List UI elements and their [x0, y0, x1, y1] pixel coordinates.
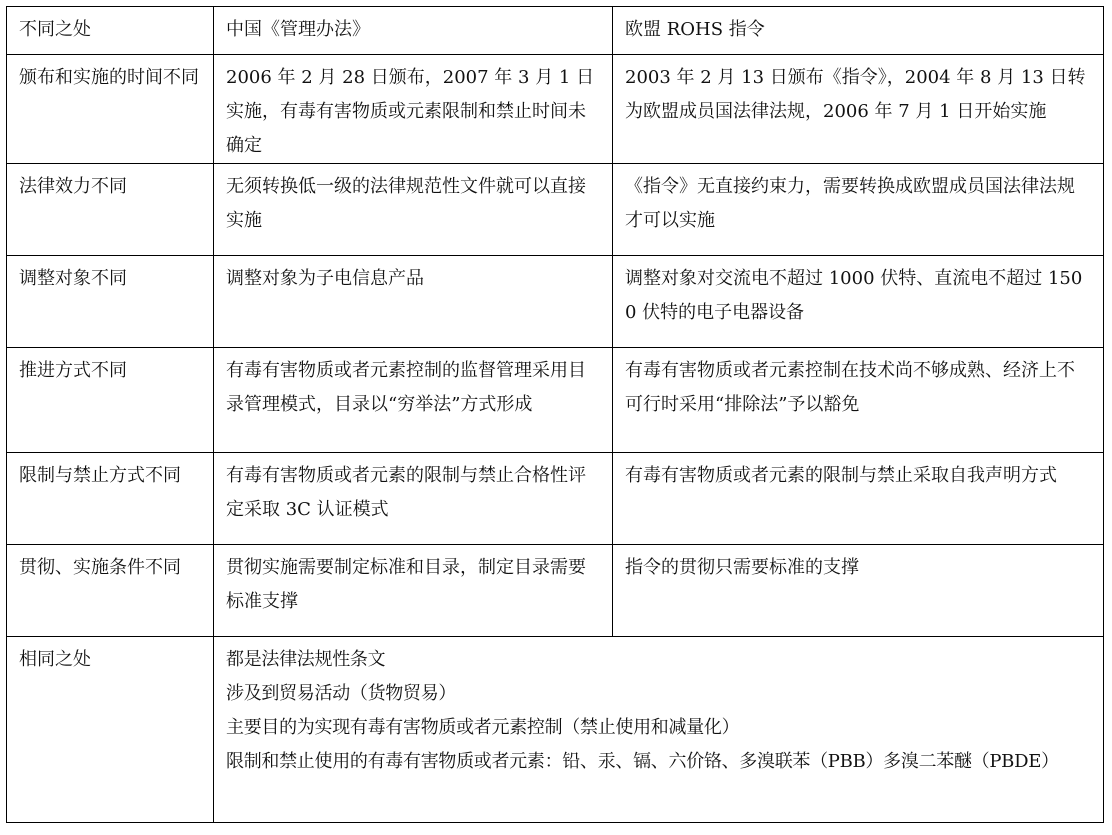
- row-eu: 调整对象对交流电不超过 1000 伏特、直流电不超过 1500 伏特的电子电器设备: [613, 256, 1104, 348]
- header-china: 中国《管理办法》: [214, 7, 613, 55]
- table-row: [7, 55, 1104, 164]
- similarities-content: [214, 637, 1104, 823]
- row-china: 贯彻实施需要制定标准和目录，制定目录需要标准支撑: [214, 545, 613, 637]
- comparison-table: [6, 6, 1104, 823]
- table-row: [7, 545, 1104, 637]
- row-eu: 有毒有害物质或者元素的限制与禁止采取自我声明方式: [613, 453, 1104, 545]
- row-eu: 《指令》无直接约束力，需要转换成欧盟成员国法律法规才可以实施: [613, 164, 1104, 256]
- row-eu: 2003 年 2 月 13 日颁布《指令》，2004 年 8 月 13 日转为欧盟成员国法律法规，2006 年 7 月 1 日开始实施: [613, 55, 1104, 164]
- row-china: 有毒有害物质或者元素的限制与禁止合格性评定采取 3C 认证模式: [214, 453, 613, 545]
- header-eu: 欧盟 ROHS 指令: [613, 7, 1104, 55]
- similarities-row: [7, 637, 1104, 823]
- table-row: [7, 348, 1104, 453]
- header-aspect: 不同之处: [7, 7, 214, 55]
- row-aspect: 限制与禁止方式不同: [7, 453, 214, 545]
- row-aspect: 颁布和实施的时间不同: [7, 55, 214, 164]
- row-china: 2006 年 2 月 28 日颁布，2007 年 3 月 1 日实施，有毒有害物质或元素限制和禁止时间未确定: [214, 55, 613, 164]
- similarity-line: 限制和禁止使用的有毒有害物质或者元素：铅、汞、镉、六价铬、多溴联苯（PBB）多溴二苯醚（PBDE）: [226, 751, 1059, 772]
- row-china: 有毒有害物质或者元素控制的监督管理采用目录管理模式，目录以“穷举法”方式形成: [214, 348, 613, 453]
- similarity-line: 都是法律法规性条文: [226, 649, 386, 670]
- row-china: 调整对象为子电信息产品: [214, 256, 613, 348]
- row-china: 无须转换低一级的法律规范性文件就可以直接实施: [214, 164, 613, 256]
- row-aspect: 推进方式不同: [7, 348, 214, 453]
- similarities-label: 相同之处: [7, 637, 214, 823]
- row-eu: 指令的贯彻只需要标准的支撑: [613, 545, 1104, 637]
- row-aspect: 调整对象不同: [7, 256, 214, 348]
- row-eu: 有毒有害物质或者元素控制在技术尚不够成熟、经济上不可行时采用“排除法”予以豁免: [613, 348, 1104, 453]
- similarity-line: 涉及到贸易活动（货物贸易）: [226, 683, 457, 704]
- row-aspect: 法律效力不同: [7, 164, 214, 256]
- row-aspect: 贯彻、实施条件不同: [7, 545, 214, 637]
- table-row: [7, 164, 1104, 256]
- similarity-line: 主要目的为实现有毒有害物质或者元素控制（禁止使用和减量化）: [226, 717, 740, 738]
- table-row: [7, 256, 1104, 348]
- table-row: [7, 453, 1104, 545]
- header-row: [7, 7, 1104, 55]
